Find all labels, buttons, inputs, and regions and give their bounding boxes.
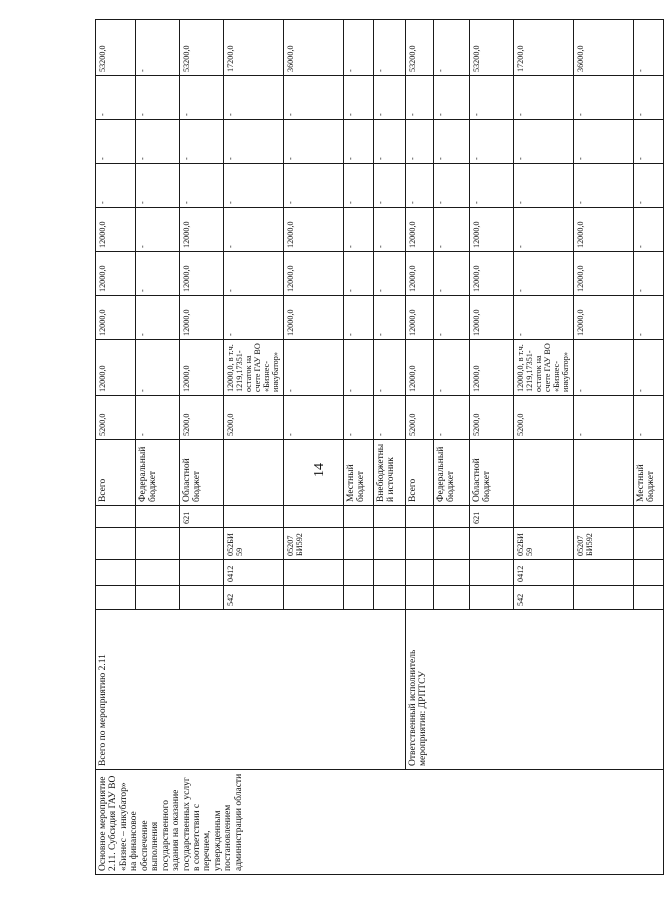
- code-cell: [96, 506, 136, 528]
- value-cell: 12000,0: [574, 296, 634, 340]
- value-cell: -: [374, 296, 406, 340]
- code-cell: [406, 560, 434, 586]
- value-cell: 12000,0, в т.ч. 1219,17351- остаток на счете ГАУ ВО «Бизнес-инкубатор»: [514, 340, 574, 396]
- code-cell: [434, 528, 470, 560]
- value-cell: -: [514, 296, 574, 340]
- value-cell: 12000,0: [96, 296, 136, 340]
- value-cell: -: [224, 76, 284, 120]
- value-cell: -: [514, 208, 574, 252]
- value-cell: 12000,0: [180, 340, 224, 396]
- value-cell: 12000,0, в т.ч. 1219,17351- остаток на счете ГАУ ВО «Бизнес-инкубатор»: [224, 340, 284, 396]
- value-cell: -: [136, 396, 180, 440]
- code-cell: [180, 586, 224, 610]
- value-cell: -: [574, 76, 634, 120]
- value-cell: -: [434, 396, 470, 440]
- value-cell: -: [344, 120, 374, 164]
- value-cell: -: [434, 20, 470, 76]
- value-cell: -: [136, 208, 180, 252]
- value-cell: -: [284, 396, 344, 440]
- value-cell: -: [434, 76, 470, 120]
- value-cell: -: [514, 252, 574, 296]
- value-cell: -: [406, 120, 434, 164]
- value-cell: 12000,0: [470, 252, 514, 296]
- code-cell: [136, 528, 180, 560]
- value-cell: 5200,0: [96, 396, 136, 440]
- value-cell: 53200,0: [406, 20, 434, 76]
- value-cell: 12000,0: [180, 296, 224, 340]
- value-cell: -: [136, 252, 180, 296]
- code-cell: [374, 506, 406, 528]
- value-cell: 36000,0: [284, 20, 344, 76]
- value-cell: -: [180, 120, 224, 164]
- code-cell: [434, 560, 470, 586]
- code-cell: 542: [514, 586, 574, 610]
- value-cell: -: [374, 340, 406, 396]
- value-cell: -: [634, 296, 664, 340]
- value-cell: -: [514, 76, 574, 120]
- value-cell: 53200,0: [470, 20, 514, 76]
- row-label-cell: Федеральный бюджет: [136, 440, 180, 506]
- code-cell: [514, 506, 574, 528]
- value-cell: -: [374, 252, 406, 296]
- value-cell: 12000,0: [96, 340, 136, 396]
- value-cell: 36000,0: [574, 20, 634, 76]
- code-cell: [284, 560, 344, 586]
- code-cell: [344, 528, 374, 560]
- code-cell: [470, 528, 514, 560]
- executor-cell: Ответственный исполнитель мероприятия: ДРПТСУ: [406, 610, 664, 770]
- value-cell: -: [374, 120, 406, 164]
- code-cell: 05207БИ592: [284, 528, 344, 560]
- code-cell: [434, 586, 470, 610]
- value-cell: 12000,0: [284, 252, 344, 296]
- value-cell: -: [344, 296, 374, 340]
- value-cell: -: [574, 396, 634, 440]
- row-label-cell: [514, 440, 574, 506]
- value-cell: -: [374, 76, 406, 120]
- value-cell: -: [634, 120, 664, 164]
- value-cell: -: [434, 120, 470, 164]
- code-cell: 542: [224, 586, 284, 610]
- value-cell: -: [406, 76, 434, 120]
- code-cell: [180, 528, 224, 560]
- value-cell: -: [180, 76, 224, 120]
- value-cell: -: [136, 296, 180, 340]
- code-cell: [344, 560, 374, 586]
- value-cell: -: [96, 76, 136, 120]
- value-cell: -: [374, 20, 406, 76]
- code-cell: [284, 586, 344, 610]
- value-cell: -: [344, 208, 374, 252]
- value-cell: 53200,0: [180, 20, 224, 76]
- value-cell: -: [136, 120, 180, 164]
- row-label-cell: Местный бюджет: [344, 440, 374, 506]
- code-cell: [470, 560, 514, 586]
- value-cell: 12000,0: [284, 296, 344, 340]
- value-cell: 12000,0: [406, 296, 434, 340]
- code-cell: [634, 586, 664, 610]
- code-cell: [574, 506, 634, 528]
- value-cell: -: [470, 76, 514, 120]
- value-cell: -: [634, 76, 664, 120]
- table-row: [96, 20, 136, 875]
- code-cell: [136, 586, 180, 610]
- value-cell: 12000,0: [574, 208, 634, 252]
- value-cell: 12000,0: [284, 208, 344, 252]
- code-cell: [96, 560, 136, 586]
- event-name-cell: Основное мероприятие 2.11. Субсидия ГАУ ВО «Бизнес – инкубатор» на финансовое обеспечение выполнения государственного задания на оказание государственных услуг в соответствии с перечнем, утвержденным постановлением администрации области: [96, 770, 664, 875]
- value-cell: 12000,0: [470, 296, 514, 340]
- row-label-cell: [574, 440, 634, 506]
- value-cell: -: [634, 252, 664, 296]
- code-cell: [374, 560, 406, 586]
- value-cell: -: [344, 340, 374, 396]
- value-cell: 12000,0: [470, 208, 514, 252]
- value-cell: -: [344, 76, 374, 120]
- total-label-cell: Всего по мероприятию 2.11: [96, 610, 406, 770]
- code-cell: [634, 528, 664, 560]
- value-cell: 5200,0: [514, 396, 574, 440]
- code-cell: [574, 560, 634, 586]
- value-cell: -: [284, 120, 344, 164]
- value-cell: -: [136, 20, 180, 76]
- row-label-cell: Всего: [96, 440, 136, 506]
- code-cell: [180, 560, 224, 586]
- value-cell: 53200,0: [96, 20, 136, 76]
- row-label-cell: Всего: [406, 440, 434, 506]
- value-cell: 12000,0: [96, 208, 136, 252]
- page-number: 14: [312, 463, 327, 477]
- value-cell: -: [224, 164, 284, 208]
- value-cell: 12000,0: [96, 252, 136, 296]
- code-cell: [96, 528, 136, 560]
- value-cell: -: [96, 164, 136, 208]
- code-cell: [406, 506, 434, 528]
- value-cell: 5200,0: [406, 396, 434, 440]
- value-cell: -: [574, 340, 634, 396]
- value-cell: -: [634, 20, 664, 76]
- code-cell: 052БИ59: [224, 528, 284, 560]
- value-cell: 12000,0: [406, 252, 434, 296]
- row-label-cell: [224, 440, 284, 506]
- value-cell: -: [634, 164, 664, 208]
- value-cell: 5200,0: [180, 396, 224, 440]
- code-cell: [136, 506, 180, 528]
- code-cell: [374, 586, 406, 610]
- code-cell: 052БИ59: [514, 528, 574, 560]
- value-cell: 12000,0: [180, 252, 224, 296]
- value-cell: -: [374, 164, 406, 208]
- value-cell: 12000,0: [406, 208, 434, 252]
- value-cell: -: [224, 296, 284, 340]
- value-cell: 5200,0: [224, 396, 284, 440]
- value-cell: -: [406, 164, 434, 208]
- value-cell: 12000,0: [406, 340, 434, 396]
- value-cell: -: [96, 120, 136, 164]
- code-cell: 0412: [224, 560, 284, 586]
- value-cell: -: [136, 340, 180, 396]
- code-cell: 621: [180, 506, 224, 528]
- code-cell: [470, 586, 514, 610]
- code-cell: [344, 506, 374, 528]
- value-cell: -: [344, 252, 374, 296]
- value-cell: 12000,0: [574, 252, 634, 296]
- value-cell: -: [434, 340, 470, 396]
- code-cell: [574, 586, 634, 610]
- code-cell: [434, 506, 470, 528]
- code-cell: [374, 528, 406, 560]
- value-cell: -: [344, 396, 374, 440]
- value-cell: -: [284, 76, 344, 120]
- value-cell: -: [514, 120, 574, 164]
- value-cell: -: [434, 296, 470, 340]
- row-label-cell: Местный бюджет: [634, 440, 664, 506]
- code-cell: [96, 586, 136, 610]
- code-cell: 0412: [514, 560, 574, 586]
- value-cell: -: [374, 396, 406, 440]
- value-cell: -: [136, 76, 180, 120]
- row-label-cell: Областной бюджет: [470, 440, 514, 506]
- code-cell: [136, 560, 180, 586]
- row-label-cell: Областной бюджет: [180, 440, 224, 506]
- code-cell: 05207БИ592: [574, 528, 634, 560]
- value-cell: -: [434, 252, 470, 296]
- code-cell: [406, 586, 434, 610]
- value-cell: -: [470, 120, 514, 164]
- value-cell: -: [574, 164, 634, 208]
- code-cell: 621: [470, 506, 514, 528]
- code-cell: [224, 506, 284, 528]
- value-cell: 17200,0: [514, 20, 574, 76]
- table-row: [406, 20, 434, 875]
- value-cell: -: [180, 164, 224, 208]
- code-cell: [344, 586, 374, 610]
- value-cell: -: [470, 164, 514, 208]
- value-cell: -: [344, 164, 374, 208]
- code-cell: [406, 528, 434, 560]
- value-cell: -: [434, 208, 470, 252]
- code-cell: [634, 506, 664, 528]
- code-cell: [284, 506, 344, 528]
- value-cell: -: [284, 340, 344, 396]
- value-cell: -: [224, 252, 284, 296]
- value-cell: -: [344, 20, 374, 76]
- value-cell: -: [634, 340, 664, 396]
- code-cell: [634, 560, 664, 586]
- budget-table: [95, 19, 664, 875]
- value-cell: -: [374, 208, 406, 252]
- value-cell: -: [434, 164, 470, 208]
- value-cell: 5200,0: [470, 396, 514, 440]
- value-cell: -: [634, 208, 664, 252]
- budget-table-container: [95, 25, 657, 875]
- value-cell: 12000,0: [470, 340, 514, 396]
- value-cell: -: [284, 164, 344, 208]
- value-cell: 17200,0: [224, 20, 284, 76]
- value-cell: -: [136, 164, 180, 208]
- row-label-cell: Внебюджетный источник: [374, 440, 406, 506]
- value-cell: -: [224, 208, 284, 252]
- value-cell: 12000,0: [180, 208, 224, 252]
- value-cell: -: [514, 164, 574, 208]
- value-cell: -: [634, 396, 664, 440]
- value-cell: -: [224, 120, 284, 164]
- row-label-cell: [284, 440, 344, 506]
- value-cell: -: [574, 120, 634, 164]
- row-label-cell: Федеральный бюджет: [434, 440, 470, 506]
